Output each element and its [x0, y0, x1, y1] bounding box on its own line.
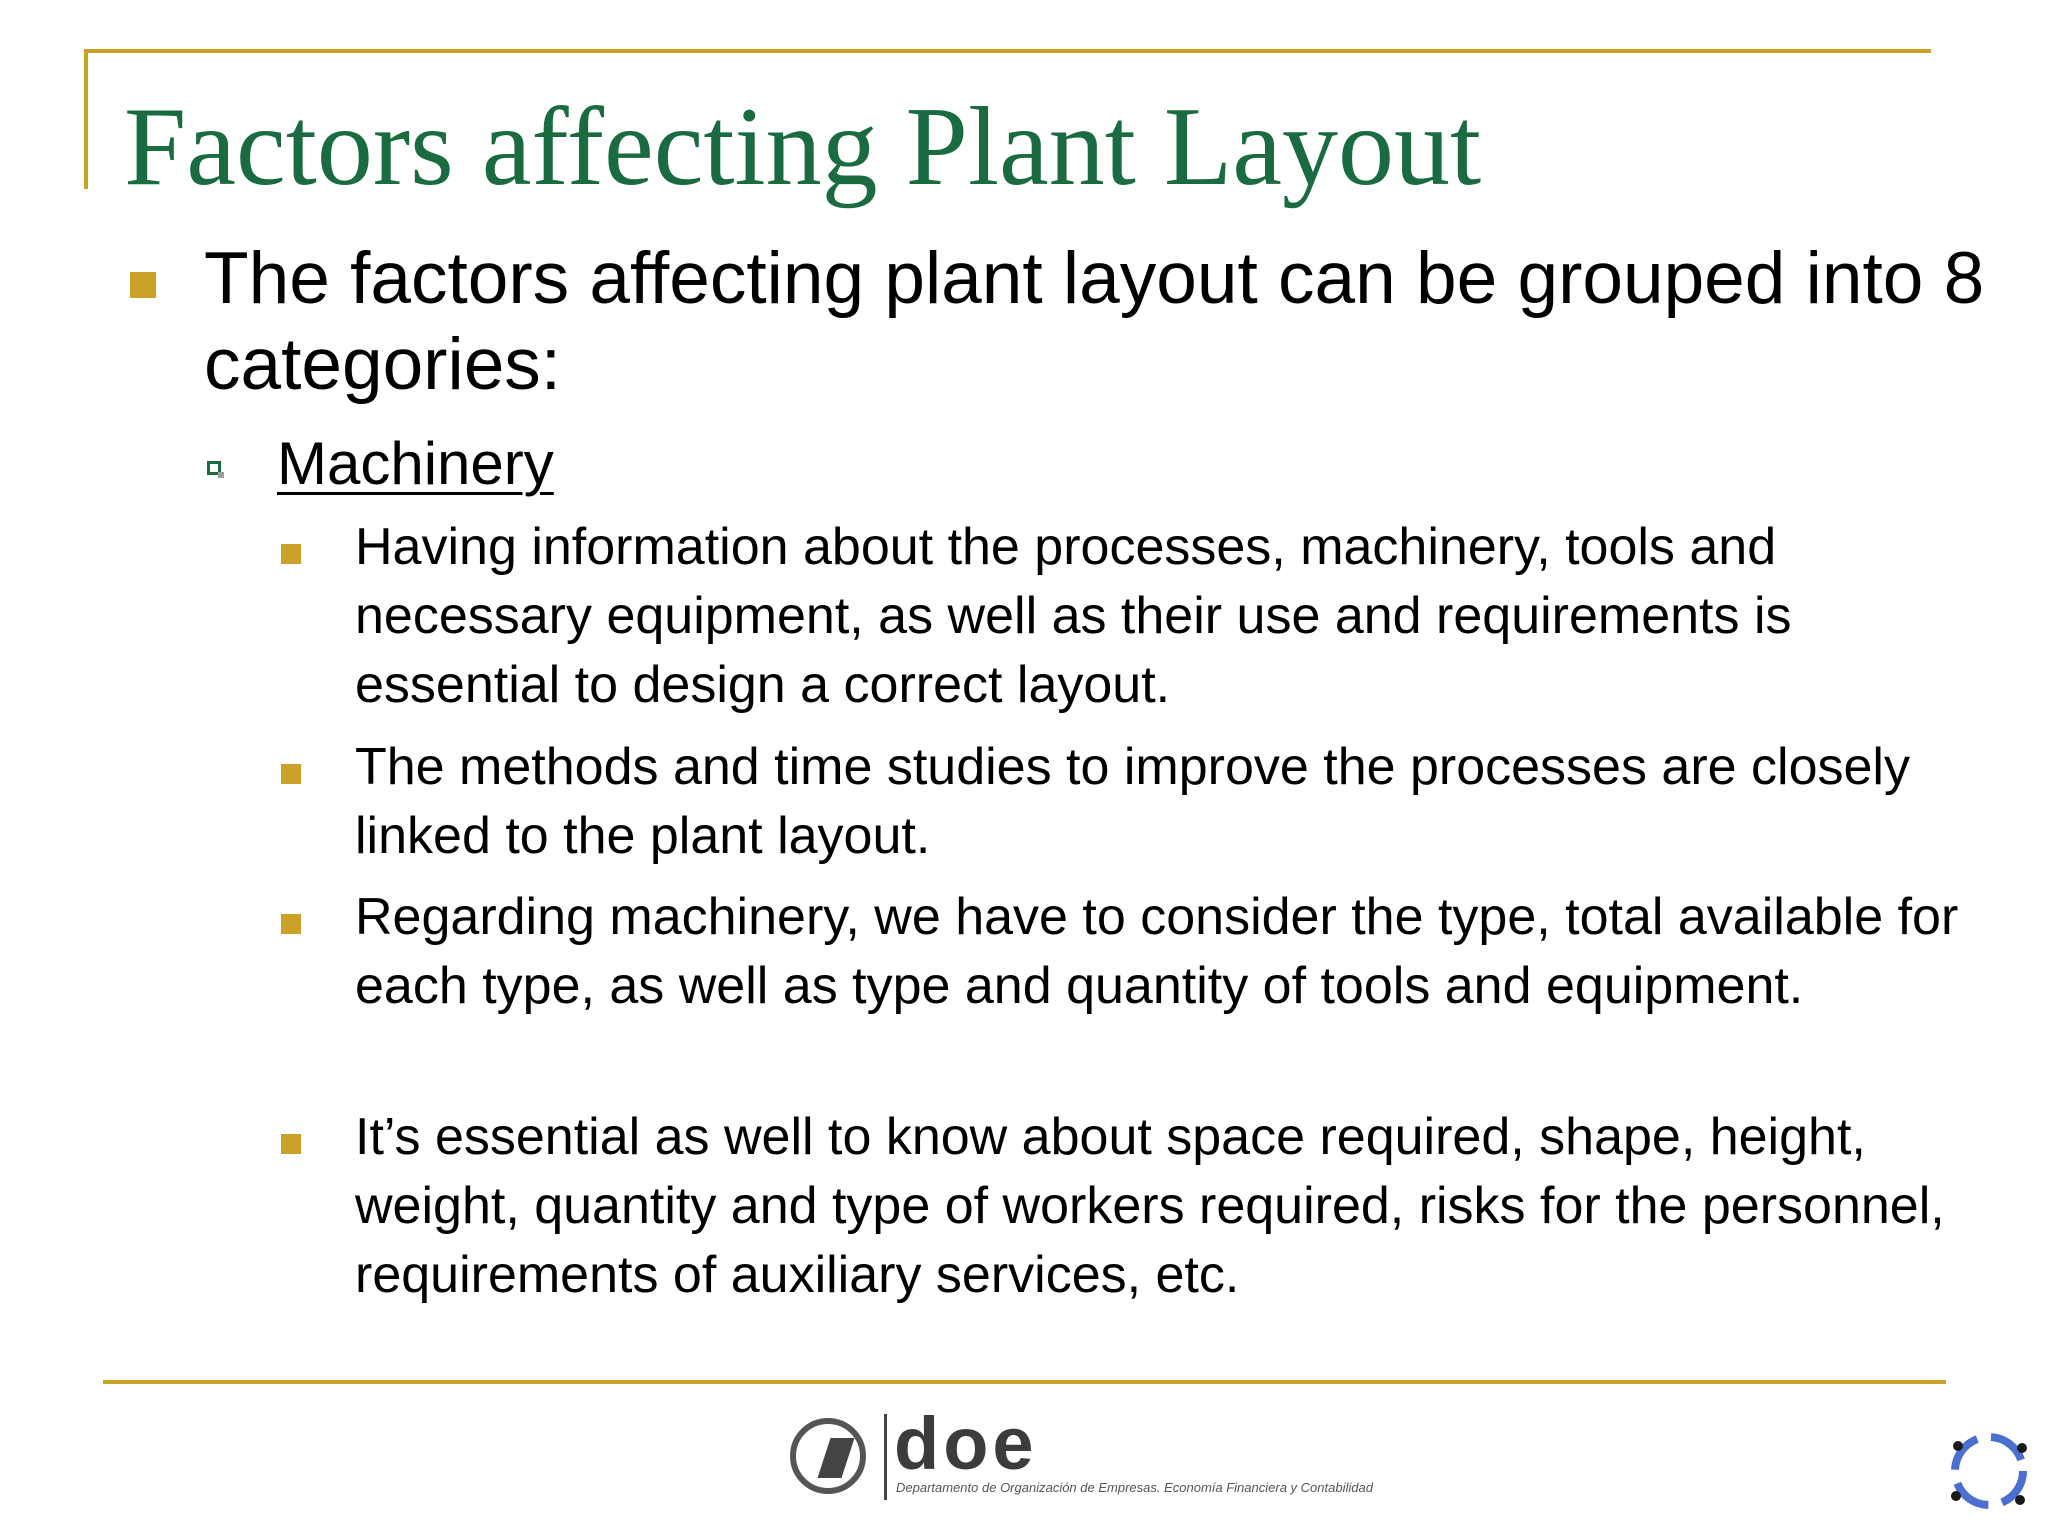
square-bullet-icon — [281, 544, 301, 564]
point-text: Regarding machinery, we have to consider the type, total available for each type, as well as type and quantity of tools and equipment. — [355, 888, 1959, 1015]
frame-left-line — [84, 49, 88, 189]
category-heading: Machinery — [277, 430, 554, 497]
logo-divider — [884, 1414, 887, 1500]
point-text: Having information about the processes, machinery, tools and necessary equipment, as well as their use and requirements is essential to design a correct layout. — [355, 518, 1792, 714]
square-bullet-icon — [281, 914, 301, 934]
logo-circle-icon — [790, 1418, 866, 1494]
intro-text: The factors affecting plant layout can be grouped into 8 categories: — [204, 238, 1985, 405]
square-bullet-icon — [281, 1134, 301, 1154]
point-text: It’s essential as well to know about space required, shape, height, weight, quantity and type of workers required, risks for the personnel, requirements of auxiliary services, etc. — [355, 1108, 1945, 1304]
frame-top-line — [84, 49, 1931, 53]
footer-line — [103, 1380, 1946, 1384]
hollow-square-bullet-icon — [207, 461, 221, 475]
point-text: The methods and time studies to improve the processes are closely linked to the plant layout. — [355, 738, 1910, 865]
doe-logo — [790, 1402, 1480, 1514]
slide-title: Factors affecting Plant Layout — [124, 85, 1482, 209]
circular-arrows-icon — [1944, 1426, 2034, 1516]
logo-subtitle: Departamento de Organización de Empresas. Economía Financiera y Contabilidad — [896, 1480, 1373, 1495]
square-bullet-icon — [281, 764, 301, 784]
square-bullet-icon — [130, 272, 156, 298]
logo-wordmark: doe — [894, 1402, 1038, 1485]
